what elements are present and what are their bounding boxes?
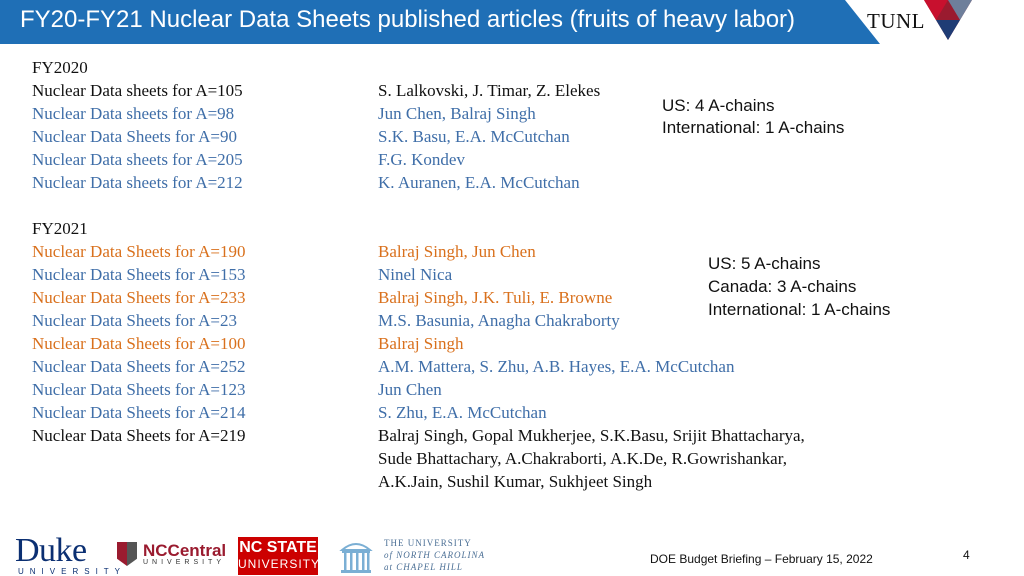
fy2020-authors: S. Lalkovski, J. Timar, Z. Elekes [378, 81, 601, 100]
fy2021-authors: S. Zhu, E.A. McCutchan [378, 403, 547, 422]
fy2021-authors: A.K.Jain, Sushil Kumar, Sukhjeet Singh [378, 472, 653, 491]
fy2021-article: Nuclear Data Sheets for A=123 [32, 380, 246, 399]
fy2020-summary-line: US: 4 A-chains [662, 96, 775, 115]
fy2020-article: Nuclear Data sheets for A=205 [32, 150, 243, 169]
nccentral-shield-icon [117, 542, 137, 566]
duke-logo [15, 532, 127, 576]
fy2021-authors: Balraj Singh, J.K. Tuli, E. Browne [378, 288, 613, 307]
fy2020-authors: F.G. Kondev [378, 150, 465, 169]
nccentral-logo [117, 542, 226, 566]
fy2020-article: Nuclear Data sheets for A=212 [32, 173, 243, 192]
fy2021-article: Nuclear Data Sheets for A=233 [32, 288, 246, 307]
fy2021-article: Nuclear Data Sheets for A=23 [32, 311, 238, 330]
fy2020-article: Nuclear Data sheets for A=105 [32, 81, 243, 100]
fy2021-authors: Balraj Singh, Jun Chen [378, 242, 536, 261]
fy2020-article: Nuclear Data sheets for A=98 [32, 104, 235, 123]
fy2021-summary-line: Canada: 3 A-chains [708, 277, 857, 296]
nccentral-logo-name: NCCentral [143, 541, 227, 560]
fy2020-article: Nuclear Data Sheets for A=90 [32, 127, 238, 146]
fy2021-summary-line: International: 1 A-chains [708, 300, 891, 319]
fy2021-authors: Balraj Singh, Gopal Mukherjee, S.K.Basu, Srijit Bhattacharya, [378, 426, 805, 445]
page-number: 4 [963, 548, 970, 562]
old-well-icon [338, 536, 374, 574]
duke-logo-sub: UNIVERSITY [18, 567, 127, 576]
fy2021-article: Nuclear Data Sheets for A=190 [32, 242, 246, 261]
fy2021-article: Nuclear Data Sheets for A=252 [32, 357, 246, 376]
unc-logo-line: at CHAPEL HILL [384, 562, 463, 572]
header [0, 0, 900, 44]
fy2021-authors: M.S. Basunia, Anagha Chakraborty [378, 311, 620, 330]
fy2020-authors: Jun Chen, Balraj Singh [378, 104, 536, 123]
fy2021-article: Nuclear Data Sheets for A=100 [32, 334, 246, 353]
tunl-logo [862, 0, 982, 44]
fy2021-article: Nuclear Data Sheets for A=219 [32, 426, 246, 445]
fy2020-authors: S.K. Basu, E.A. McCutchan [378, 127, 570, 146]
fy2020-summary-line: International: 1 A-chains [662, 118, 845, 137]
page-title: FY20-FY21 Nuclear Data Sheets published articles (fruits of heavy labor) [20, 6, 796, 33]
unc-logo [338, 536, 485, 574]
fy2021-authors: Balraj Singh [378, 334, 464, 353]
fy2021-authors: Sude Bhattachary, A.Chakraborti, A.K.De, R.Gowrishankar, [378, 449, 787, 468]
fy2021-authors: Jun Chen [378, 380, 442, 399]
footer-briefing: DOE Budget Briefing – February 15, 2022 [650, 552, 873, 566]
nccentral-logo-sub: UNIVERSITY [143, 559, 226, 566]
fy2021-summary [708, 252, 890, 321]
fy2021-summary-line: US: 5 A-chains [708, 254, 821, 273]
duke-logo-name: Duke [15, 532, 87, 569]
fy2021-authors: A.M. Mattera, S. Zhu, A.B. Hayes, E.A. McCutchan [378, 357, 735, 376]
ncstate-logo-sub: UNIVERSITY [238, 557, 321, 571]
fy2021-article: Nuclear Data Sheets for A=153 [32, 265, 246, 284]
fy2021-article: Nuclear Data Sheets for A=214 [32, 403, 246, 422]
fy2020-summary [662, 95, 844, 139]
ncstate-logo [238, 537, 321, 575]
tunl-logo-text: TUNL [867, 9, 925, 33]
unc-logo-line: THE UNIVERSITY [384, 538, 472, 548]
fy2021-authors: Ninel Nica [378, 265, 453, 284]
unc-logo-line: of NORTH CAROLINA [384, 550, 486, 560]
fy2021-heading: FY2021 [32, 219, 88, 238]
ncstate-logo-name: NC STATE [239, 539, 317, 556]
fy2020-authors: K. Auranen, E.A. McCutchan [378, 173, 580, 192]
fy2020-heading: FY2020 [32, 58, 88, 77]
